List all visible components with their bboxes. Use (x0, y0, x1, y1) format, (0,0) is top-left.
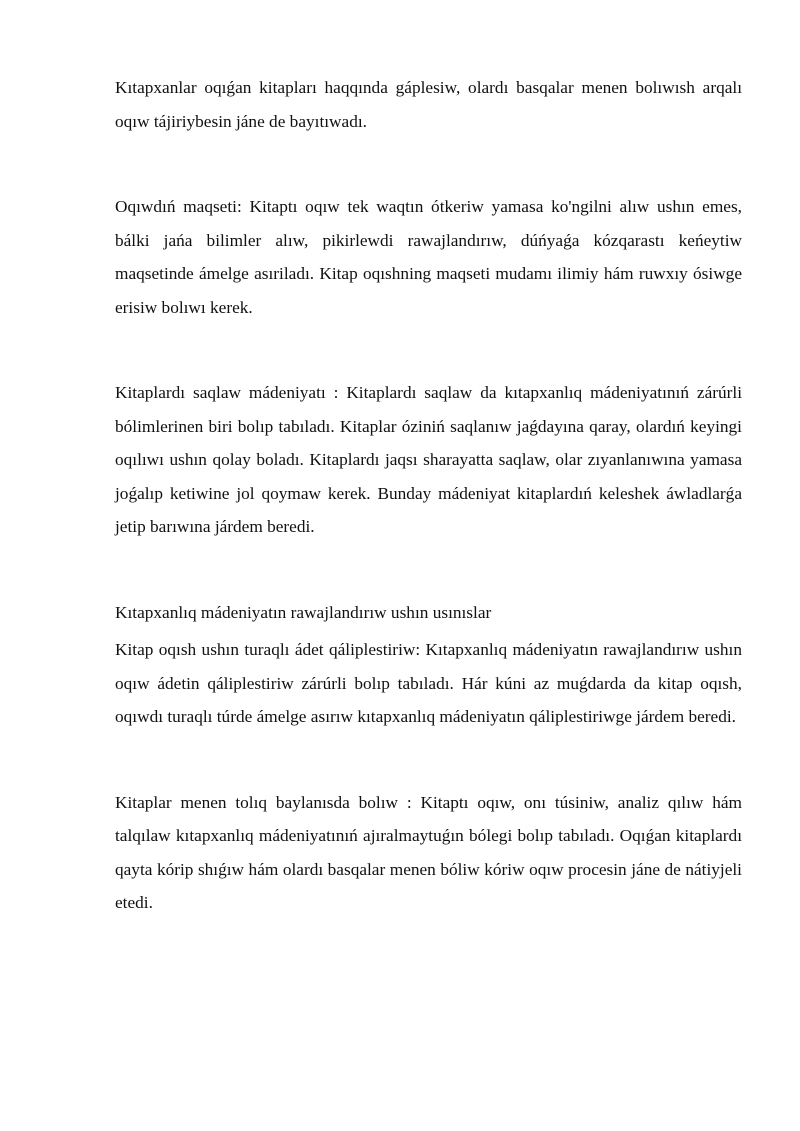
section-heading-recommendations: Kıtapxanlıq mádeniyatın rawajlandırıw ushın usınıslar (115, 602, 492, 622)
paragraph-reading-purpose: Oqıwdıń maqseti: Kitaptı oqıw tek waqtın ótkeriw yamasa ko'ngilni alıw ushın emes, bálki jańa bilimler alıw, pikirlewdi rawajlandırıw, dúńyaǵa kózqarastı keńeytiw maqsetinde ámelge asıriladı. Kitap oqıshning maqseti mudamı ilimiy hám ruwxıy ósiwge erisiw bolıwı kerek. (115, 197, 742, 317)
paragraph-reading-habit: Kitap oqısh ushın turaqlı ádet qáliplestiriw: Kıtapxanlıq mádeniyatın rawajlandırıw ushın oqıw ádetin qáliplestiriw zárúrli bolıp tabıladı. Hár kúni az muǵdarda da kitap oqısh, oqıwdı turaqlı túrde ámelge asırıw kıtapxanlıq mádeniyatın qáliplestiriwge járdem beredi. (115, 640, 742, 726)
paragraph-book-discussion: Kıtapxanlar oqıǵan kitapları haqqında gáplesiw, olardı basqalar menen bolıwısh arqalı oqıw tájiriybesin jáne de bayıtıwadı. (115, 78, 742, 131)
paragraph-book-storage-culture: Kitaplardı saqlaw mádeniyatı : Kitaplardı saqlaw da kıtapxanlıq mádeniyatınıń zárúrli bólimlerinen biri bolıp tabıladı. Kitaplar óziniń saqlanıw jaǵdayına qaray, olardıń keyingi oqılıwı ushın qolay boladı. Kitaplardı jaqsı sharayatta saqlaw, olar zıyanlanıwına yamasa joǵalıp ketiwine jol qoymaw kerek. Bunday mádeniyat kitaplardıń keleshek áwladlarǵa jetip barıwına járdem beredi. (115, 383, 742, 536)
document-page (115, 71, 742, 920)
paragraph-engagement-with-books: Kitaplar menen tolıq baylanısda bolıw : Kitaptı oqıw, onı túsiniw, analiz qılıw hám talqılaw kıtapxanlıq mádeniyatınıń ajıralmaytuǵın bólegi bolıp tabıladı. Oqıǵan kitaplardı qayta kórip shıǵıw hám olardı basqalar menen bóliw kóriw oqıw procesin jáne de nátiyjeli etedi. (115, 792, 742, 912)
